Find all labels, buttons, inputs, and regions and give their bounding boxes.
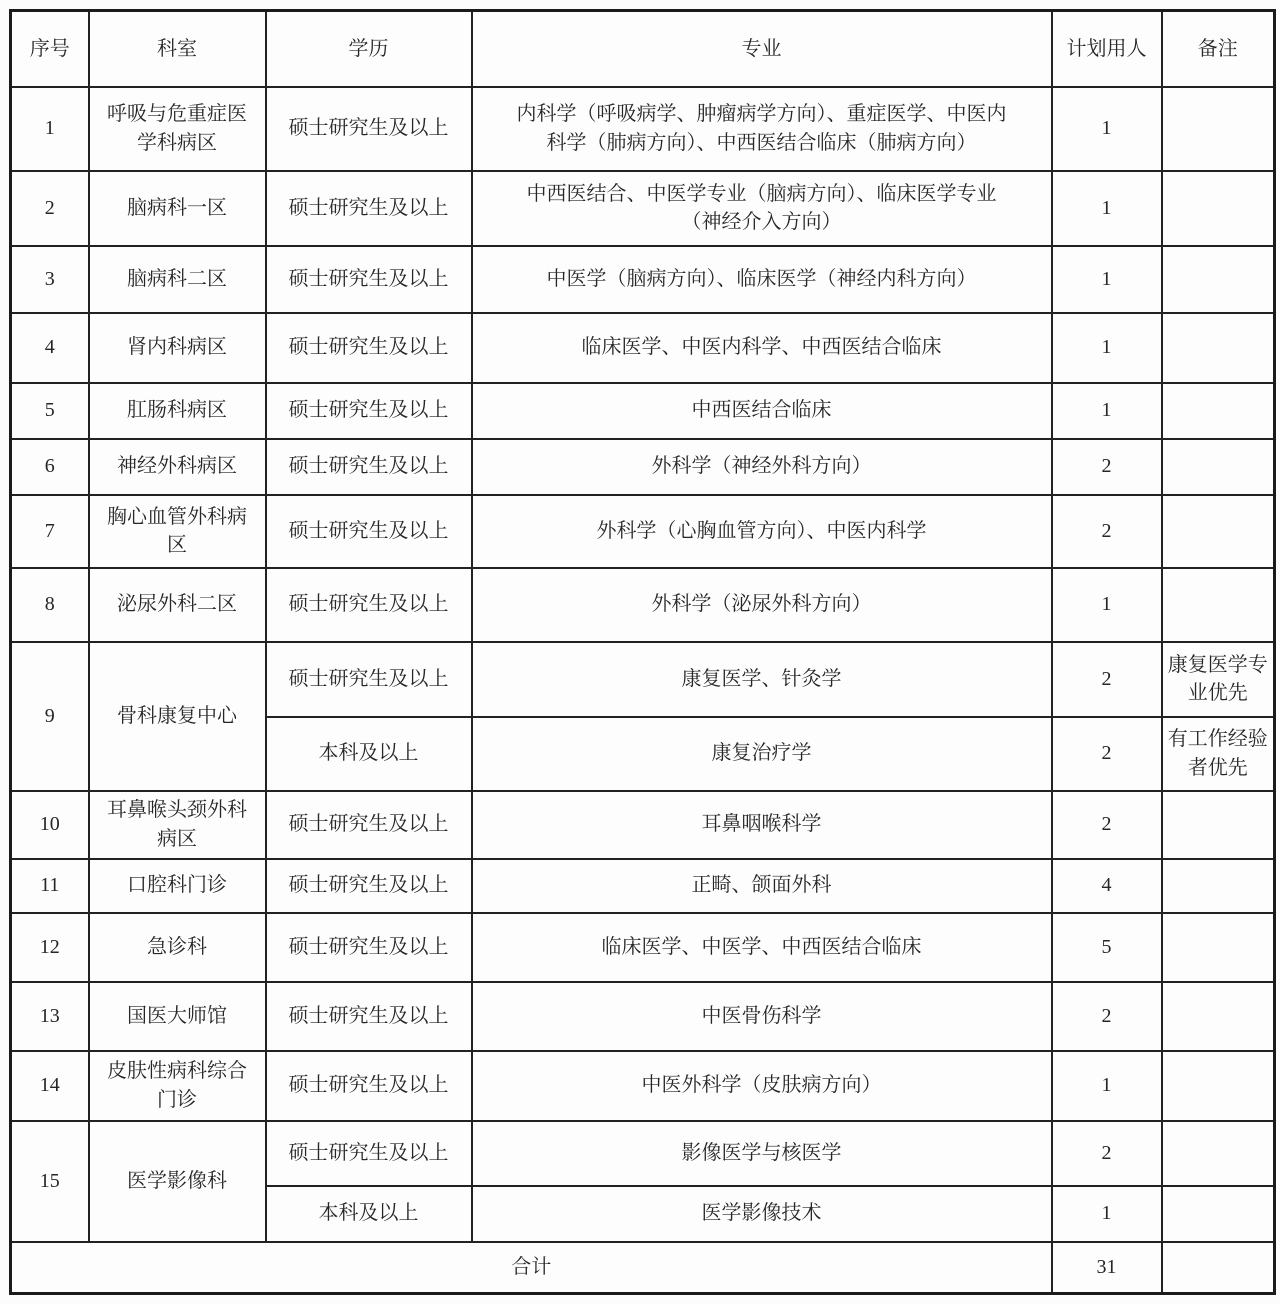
department-cell: 呼吸与危重症医学科病区 [89, 87, 266, 171]
remark-cell [1162, 568, 1275, 642]
education-cell: 硕士研究生及以上 [266, 1051, 472, 1121]
department-cell: 口腔科门诊 [89, 859, 266, 913]
remark-cell [1162, 1051, 1275, 1121]
row-number: 10 [11, 791, 89, 859]
department-cell: 国医大师馆 [89, 982, 266, 1051]
remark-cell [1162, 495, 1275, 568]
count-cell: 1 [1052, 568, 1162, 642]
department-cell: 肾内科病区 [89, 313, 266, 383]
department-cell: 肛肠科病区 [89, 383, 266, 439]
count-cell: 1 [1052, 246, 1162, 313]
recruitment-table [9, 9, 1276, 1295]
total-label: 合计 [11, 1242, 1052, 1294]
department-cell: 泌尿外科二区 [89, 568, 266, 642]
count-cell: 1 [1052, 87, 1162, 171]
major-cell: 医学影像技术 [472, 1186, 1052, 1242]
count-cell: 2 [1052, 642, 1162, 717]
department-cell: 医学影像科 [89, 1121, 266, 1242]
major-cell: 内科学（呼吸病学、肿瘤病学方向）、重症医学、中医内科学（肺病方向）、中西医结合临床（肺病方向） [472, 87, 1052, 171]
major-cell: 康复治疗学 [472, 717, 1052, 791]
remark-cell [1162, 383, 1275, 439]
remark-cell [1162, 246, 1275, 313]
department-cell: 脑病科二区 [89, 246, 266, 313]
education-cell: 硕士研究生及以上 [266, 568, 472, 642]
remark-cell [1162, 439, 1275, 495]
count-cell: 2 [1052, 791, 1162, 859]
count-cell: 2 [1052, 982, 1162, 1051]
table-row [11, 87, 1275, 171]
major-cell: 中西医结合、中医学专业（脑病方向）、临床医学专业（神经介入方向） [472, 171, 1052, 246]
major-cell: 康复医学、针灸学 [472, 642, 1052, 717]
major-cell: 临床医学、中医内科学、中西医结合临床 [472, 313, 1052, 383]
row-number: 8 [11, 568, 89, 642]
education-cell: 硕士研究生及以上 [266, 171, 472, 246]
table-row [11, 1051, 1275, 1121]
major-cell: 外科学（泌尿外科方向） [472, 568, 1052, 642]
header-remark: 备注 [1162, 11, 1275, 87]
major-cell: 外科学（神经外科方向） [472, 439, 1052, 495]
row-number: 5 [11, 383, 89, 439]
table-row [11, 859, 1275, 913]
table-row [11, 913, 1275, 982]
education-cell: 本科及以上 [266, 1186, 472, 1242]
count-cell: 2 [1052, 717, 1162, 791]
table-row [11, 383, 1275, 439]
education-cell: 硕士研究生及以上 [266, 982, 472, 1051]
department-cell: 急诊科 [89, 913, 266, 982]
header-edu: 学历 [266, 11, 472, 87]
remark-cell [1162, 1121, 1275, 1186]
education-cell: 硕士研究生及以上 [266, 313, 472, 383]
row-number: 9 [11, 642, 89, 791]
row-number: 14 [11, 1051, 89, 1121]
row-number: 13 [11, 982, 89, 1051]
table-row [11, 642, 1275, 717]
department-cell: 耳鼻喉头颈外科病区 [89, 791, 266, 859]
remark-cell [1162, 791, 1275, 859]
education-cell: 本科及以上 [266, 717, 472, 791]
education-cell: 硕士研究生及以上 [266, 1121, 472, 1186]
count-cell: 1 [1052, 313, 1162, 383]
table-row [11, 495, 1275, 568]
remark-cell [1162, 982, 1275, 1051]
major-cell: 耳鼻咽喉科学 [472, 791, 1052, 859]
education-cell: 硕士研究生及以上 [266, 87, 472, 171]
row-number: 6 [11, 439, 89, 495]
remark-cell [1162, 913, 1275, 982]
count-cell: 5 [1052, 913, 1162, 982]
education-cell: 硕士研究生及以上 [266, 439, 472, 495]
row-number: 7 [11, 495, 89, 568]
department-cell: 神经外科病区 [89, 439, 266, 495]
table-row [11, 791, 1275, 859]
row-number: 4 [11, 313, 89, 383]
table-row [11, 171, 1275, 246]
count-cell: 1 [1052, 383, 1162, 439]
count-cell: 1 [1052, 1186, 1162, 1242]
table-row [11, 439, 1275, 495]
remark-cell [1162, 171, 1275, 246]
remark-cell [1162, 87, 1275, 171]
education-cell: 硕士研究生及以上 [266, 642, 472, 717]
education-cell: 硕士研究生及以上 [266, 859, 472, 913]
row-number: 15 [11, 1121, 89, 1242]
major-cell: 中医骨伤科学 [472, 982, 1052, 1051]
header-count: 计划用人 [1052, 11, 1162, 87]
count-cell: 1 [1052, 1051, 1162, 1121]
table-row [11, 246, 1275, 313]
education-cell: 硕士研究生及以上 [266, 383, 472, 439]
major-cell: 中西医结合临床 [472, 383, 1052, 439]
department-cell: 胸心血管外科病区 [89, 495, 266, 568]
major-cell: 影像医学与核医学 [472, 1121, 1052, 1186]
header-no: 序号 [11, 11, 89, 87]
table-row [11, 1121, 1275, 1186]
table-row [11, 568, 1275, 642]
row-number: 11 [11, 859, 89, 913]
major-cell: 中医学（脑病方向）、临床医学（神经内科方向） [472, 246, 1052, 313]
count-cell: 2 [1052, 495, 1162, 568]
count-cell: 4 [1052, 859, 1162, 913]
table-row [11, 982, 1275, 1051]
education-cell: 硕士研究生及以上 [266, 495, 472, 568]
header-row [11, 11, 1275, 87]
remark-cell: 有工作经验者优先 [1162, 717, 1275, 791]
total-remark [1162, 1242, 1275, 1294]
row-number: 3 [11, 246, 89, 313]
total-row [11, 1242, 1275, 1294]
row-number: 1 [11, 87, 89, 171]
major-cell: 中医外科学（皮肤病方向） [472, 1051, 1052, 1121]
remark-cell [1162, 859, 1275, 913]
count-cell: 1 [1052, 171, 1162, 246]
remark-cell [1162, 313, 1275, 383]
major-cell: 正畸、颌面外科 [472, 859, 1052, 913]
education-cell: 硕士研究生及以上 [266, 246, 472, 313]
row-number: 2 [11, 171, 89, 246]
total-count: 31 [1052, 1242, 1162, 1294]
count-cell: 2 [1052, 1121, 1162, 1186]
remark-cell: 康复医学专业优先 [1162, 642, 1275, 717]
table-body [11, 87, 1275, 1242]
header-dept: 科室 [89, 11, 266, 87]
count-cell: 2 [1052, 439, 1162, 495]
major-cell: 外科学（心胸血管方向）、中医内科学 [472, 495, 1052, 568]
major-cell: 临床医学、中医学、中西医结合临床 [472, 913, 1052, 982]
table-row [11, 313, 1275, 383]
row-number: 12 [11, 913, 89, 982]
education-cell: 硕士研究生及以上 [266, 791, 472, 859]
department-cell: 皮肤性病科综合门诊 [89, 1051, 266, 1121]
education-cell: 硕士研究生及以上 [266, 913, 472, 982]
header-major: 专业 [472, 11, 1052, 87]
department-cell: 骨科康复中心 [89, 642, 266, 791]
remark-cell [1162, 1186, 1275, 1242]
department-cell: 脑病科一区 [89, 171, 266, 246]
